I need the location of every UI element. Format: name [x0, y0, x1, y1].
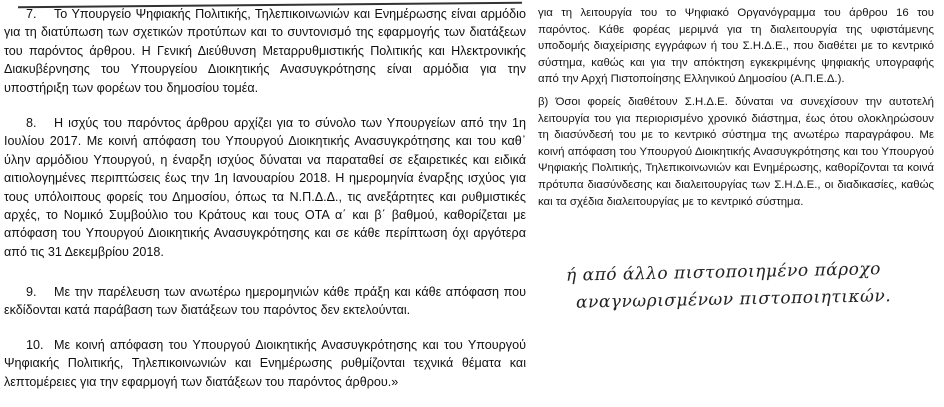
- paragraph-text: Με κοινή απόφαση του Υπουργού Διοικητικής Ανασυγκρότησης και του Υπουργού Ψηφιακής Πολιτικής, Τηλεπικοινωνιών και Ενημέρωσης ρυθμίζονται τεχνικά θέματα και λεπτομέρειες για την εφαρμογή των διατάξεων του παρόντος άρθρου.»: [4, 338, 526, 389]
- right-paragraph-a: για τη λειτουργία του το Ψηφιακό Οργανόγραμμα του άρθρου 16 του παρόντος. Κάθε φορέας μεριμνά για τη διαλειτουργία της υφιστάμενης υποδομής διαχείρισης εγγράφων ή του Σ.Η.Δ.Ε., που διαθέτει με το κεντρικό σύστημα, καθώς και για την απόκτηση εγκεκριμένης ψηφιακής υπογραφής από την Αρχή Πιστοποίησης Ελληνικού Δημοσίου (Α.Π.Ε.Δ.).: [538, 7, 934, 86]
- paragraph-number: 7.: [26, 7, 37, 21]
- paragraph-10: [4, 336, 526, 391]
- paragraph-text: Με την παρέλευση των ανωτέρω ημερομηνιών κάθε πράξη και κάθε απόφαση που εκδίδονται κατά παράβαση των διατάξεων του παρόντος δεν εκτελούνται.: [4, 285, 526, 318]
- paragraph-text: Το Υπουργείο Ψηφιακής Πολιτικής, Τηλεπικοινωνιών και Ενημέρωσης είναι αρμόδιο για τη διατύπωση των σχετικών προτύπων και το συντονισμό της εφαρμογής των διατάξεων του παρόντος άρθρου. Η Γενική Διεύθυνση Μεταρρυθμιστικής Πολιτικής και Ηλεκτρονικής Διακυβέρνησης του Υπουργείου Διοικητικής Ανασυγκρότησης είναι αρμόδια για την υποστήριξη των φορέων του δημοσίου τομέα.: [4, 7, 526, 95]
- paragraph-number: 10.: [26, 338, 44, 352]
- paragraph-7: [4, 5, 526, 97]
- paragraph-number: 9.: [26, 285, 37, 299]
- right-paragraph-b: β) Όσοι φορείς διαθέτουν Σ.Η.Δ.Ε. δύναται να συνεχίσουν την αυτοτελή λειτουργία του για περιορισμένο χρονικό διάστημα, έως ότου ολοκληρώσουν τη διασύνδεσή του με το κεντρικό σύστημα της ανωτέρω παραγράφου. Με κοινή απόφαση του Υπουργού Διοικητικής Ανασυγκρότησης και του Υπουργού Ψηφιακής Πολιτικής, Τηλεπικοινωνιών και Ενημέρωσης, καθορίζονται τα κοινά πρότυπα διασύνδεσης και διαλειτουργίας των Σ.Η.Δ.Ε., οι διαδικασίες, καθώς και τα σχέδια διαλειτουργίας με το κεντρικό σύστημα.: [538, 96, 934, 208]
- paragraph-text: Η ισχύς του παρόντος άρθρου αρχίζει για το σύνολο των Υπουργείων από την 1η Ιουλίου 2017. Με κοινή απόφαση του Υπουργού Διοικητικής Ανασυγκρότησης και του καθ᾽ ύλην αρμόδιου Υπουργού, η έναρξη ισχύος δύναται να παραταθεί σε εξαιρετικές και ειδικά αιτιολογημένες περιπτώσεις έως την 1η Ιανουαρίου 2018. Η ημερομηνία έναρξης ισχύος για τους υπόλοιπους φορείς του Δημοσίου, όπως τα Ν.Π.Δ.Δ., τις ανεξάρτητες και ρυθμιστικές αρχές, το Νομικό Συμβούλιο του Κράτους και τους ΟΤΑ α΄ και β΄ βαθμού, καθορίζεται με απόφαση του Υπουργού Διοικητικής Ανασυγκρότησης και σε κάθε περίπτωση όχι αργότερα από τις 31 Δεκεμβρίου 2018.: [4, 116, 526, 259]
- handwritten-note-line-1: ή από άλλο πιστοποιημένο πάροχο: [565, 259, 882, 286]
- paragraph-number: 8.: [26, 116, 37, 130]
- handwritten-note-line-2: αναγνωρισμένων πιστοποιητικών.: [575, 286, 892, 313]
- paragraph-9: [4, 283, 526, 320]
- paragraph-8: [4, 114, 526, 261]
